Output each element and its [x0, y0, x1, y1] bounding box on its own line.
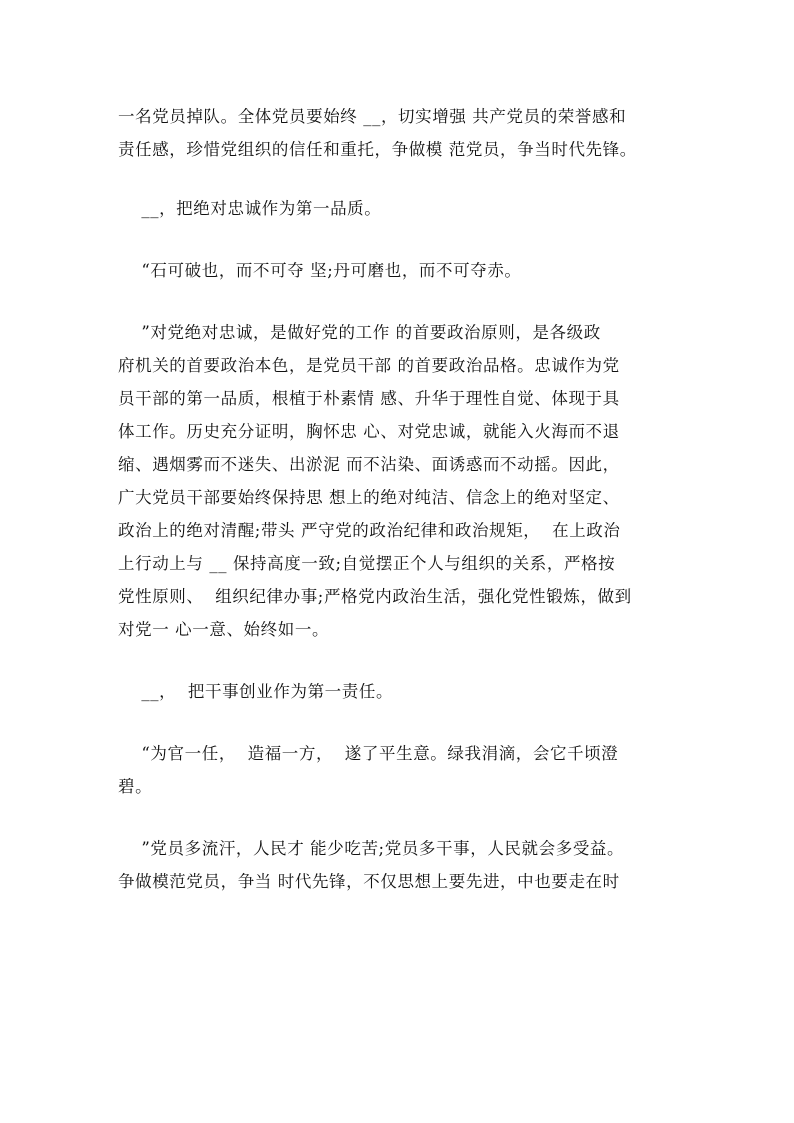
paragraph-party-member-honor — [118, 100, 676, 166]
heading-absolute-loyalty — [118, 192, 676, 225]
paragraph-loyalty-body — [118, 316, 676, 646]
text-line: __， 把干事创业作为第一责任。 — [118, 682, 394, 701]
paragraph-quote-official — [118, 737, 676, 803]
text-line: 体工作。历史充分证明，胸怀忠 心、对党忠诚，就能入火海而不退 — [118, 422, 620, 441]
text-line: ”对党绝对忠诚，是做好党的工作 的首要政治原则，是各级政 — [118, 323, 601, 342]
text-line: __，把绝对忠诚作为第一品质。 — [118, 199, 382, 218]
text-line: 政治上的绝对清醒;带头 严守党的政治纪律和政治规矩， 在上政治 — [118, 521, 621, 540]
text-line: 员干部的第一品质，根植于朴素情 感、升华于理性自觉、体现于具 — [118, 389, 620, 408]
heading-work-responsibility — [118, 675, 676, 708]
text-line: 争做模范党员，争当 时代先锋，不仅思想上要先进，中也要走在时 — [118, 872, 620, 891]
text-line: 府机关的首要政治本色，是党员干部 的首要政治品格。忠诚作为党 — [118, 356, 620, 375]
text-line: 碧。 — [118, 777, 153, 796]
paragraph-sweat-body — [118, 832, 676, 898]
text-line: 对党一 心一意、始终如一。 — [118, 620, 330, 639]
text-line: 广大党员干部要始终保持思 想上的绝对纯洁、信念上的绝对坚定、 — [118, 488, 620, 507]
text-line: ”党员多流汗，人民才 能少吃苦;党员多干事，人民就会多受益。 — [118, 839, 625, 858]
text-line: “为官一任， 造福一方， 遂了平生意。绿我涓滴，会它千顷澄 — [118, 744, 619, 763]
text-line: 责任感，珍惜党组织的信任和重托，争做模 范党员，争当时代先锋。 — [118, 140, 637, 159]
paragraph-quote-stone — [118, 254, 676, 287]
text-line: 上行动上与 __ 保持高度一致;自觉摆正个人与组织的关系，严格按 — [118, 554, 616, 573]
text-line: 缩、遇烟雾而不迷失、出淤泥 而不沾染、面诱惑而不动摇。因此， — [118, 455, 620, 474]
text-line: 一名党员掉队。全体党员要始终 __，切实增强 共产党员的荣誉感和 — [118, 107, 627, 126]
text-line: “石可破也，而不可夺 坚;丹可磨也，而不可夺赤。 — [118, 261, 522, 280]
text-line: 党性原则、 组织纪律办事;严格党内政治生活，强化党性锻炼，做到 — [118, 587, 632, 606]
